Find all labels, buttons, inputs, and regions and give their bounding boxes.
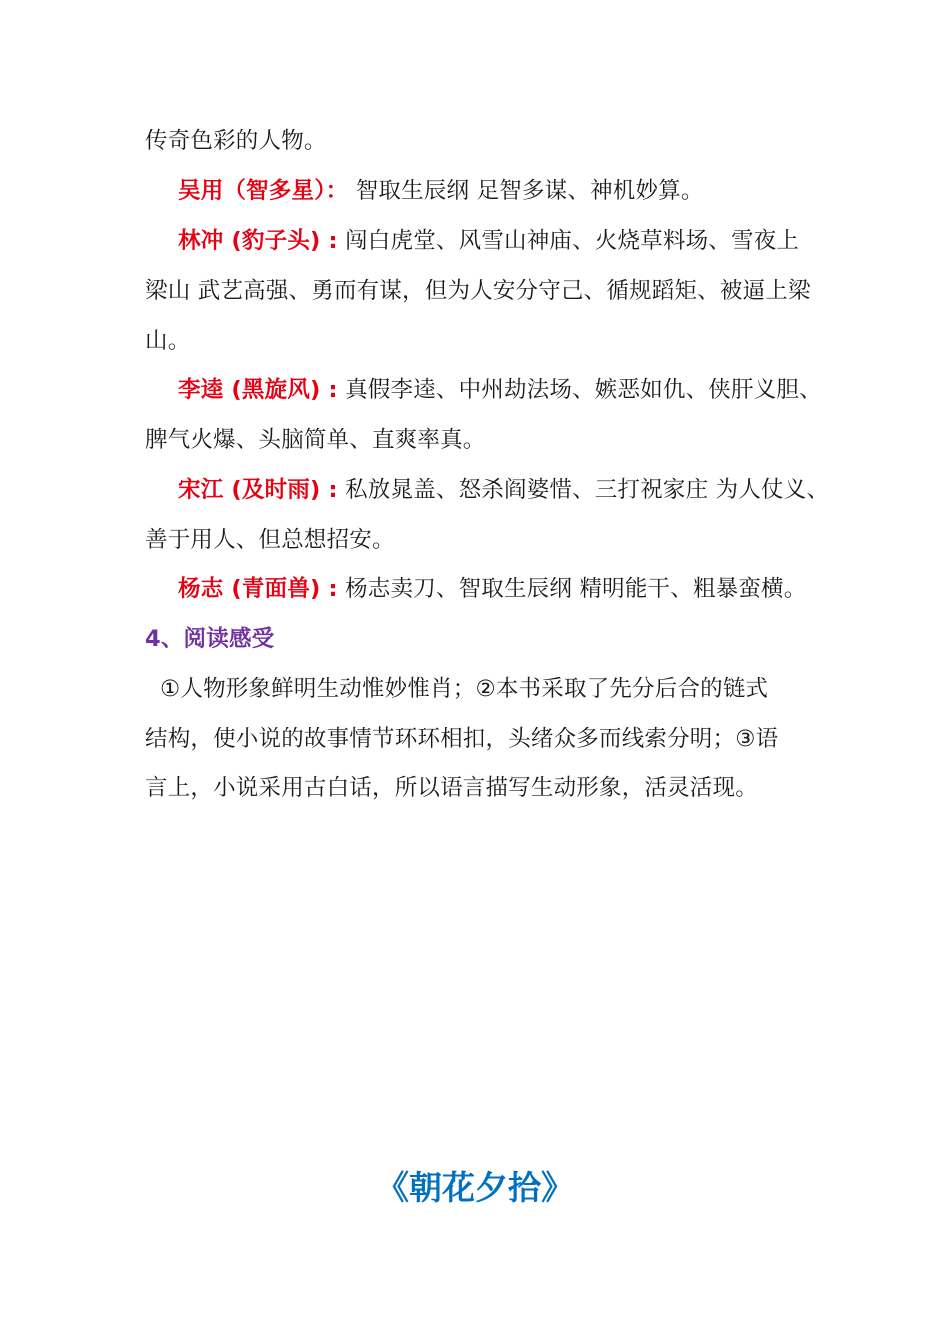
book-title: 《朝花夕拾》 (376, 1168, 574, 1207)
character-name: 杨志 (青面兽) : (178, 576, 338, 602)
character-desc: 闯白虎堂、风雪山神庙、火烧草料场、雪夜上 (345, 228, 800, 254)
character-songjiang (178, 475, 829, 505)
section-paragraph-line: 结构，使小说的故事情节环环相扣，头绪众多而线索分明；③语 (145, 726, 779, 752)
intro-tail: 传奇色彩的人物。 (145, 128, 327, 154)
character-name: 吴用（智多星）： (178, 178, 349, 204)
character-linchong (178, 226, 799, 256)
character-name: 宋江 (及时雨) : (178, 477, 338, 503)
character-name: 林冲 (豹子头) : (178, 228, 338, 254)
character-name: 李逵 (黑旋风) : (178, 377, 338, 403)
character-wuyong (178, 176, 704, 206)
character-desc-continued: 山。 (145, 328, 191, 354)
character-desc: 智取生辰纲 足智多谋、神机妙算。 (355, 178, 704, 204)
section-paragraph-line: 言上，小说采用古白话，所以语言描写生动形象，活灵活现。 (145, 775, 758, 801)
character-desc: 杨志卖刀、智取生辰纲 精明能干、粗暴蛮横。 (345, 576, 807, 602)
section-paragraph-line: ①人物形象鲜明生动惟妙惟肖；②本书采取了先分后合的链式 (160, 676, 769, 702)
character-likui (178, 375, 822, 405)
character-desc-continued: 善于用人、但总想招安。 (145, 527, 395, 553)
character-yangzhi (178, 574, 806, 604)
character-desc: 真假李逵、中州劫法场、嫉恶如仇、侠肝义胆、 (345, 377, 822, 403)
section-heading: 4、阅读感受 (145, 626, 275, 652)
character-desc-continued: 脾气火爆、头脑简单、直爽率真。 (145, 427, 486, 453)
character-desc: 私放晁盖、怒杀阎婆惜、三打祝家庄 为人仗义、 (345, 477, 830, 503)
character-desc-continued: 梁山 武艺高强、勇而有谋，但为人安分守己、循规蹈矩、被逼上梁 (145, 278, 811, 304)
